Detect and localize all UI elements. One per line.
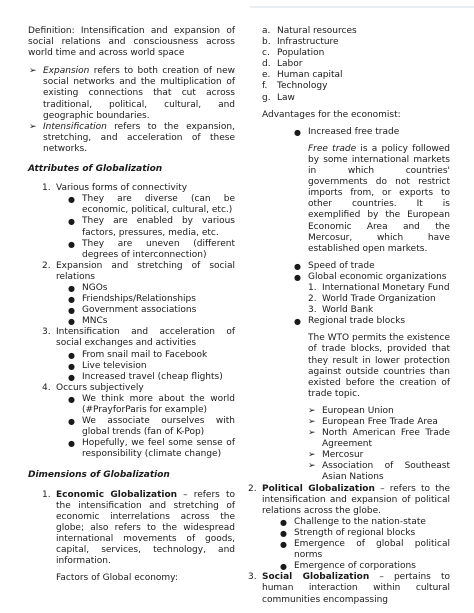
list-item: ● They are diverse (can be economic, political, cultural, etc.) <box>28 194 235 216</box>
list-item: ● Hopefully, we feel some sense of responsibility (climate change) <box>28 438 235 460</box>
list-item: ➢ Association of Southeast Asian Nations <box>262 461 450 483</box>
page-top-edge <box>0 0 474 8</box>
list-item: ➢ European Free Trade Area <box>262 417 450 428</box>
list-number: 3. <box>248 572 257 583</box>
attributes-list <box>28 183 235 460</box>
bullet-icon: ● <box>68 195 75 205</box>
arrow-bullet-icon: ➢ <box>308 405 316 416</box>
list-item: ● We associate ourselves with global trends (fan of K-Pop) <box>28 416 235 438</box>
list-item: ● Emergence of corporations <box>248 561 450 572</box>
wto-paragraph: The WTO permits the existence of trade blocks, provided that they result in lower protection against outside countries than existed before the creation of trade topic. <box>308 333 450 399</box>
bullet-icon: ● <box>294 272 301 282</box>
list-item: ● Regional trade blocks <box>262 316 450 327</box>
list-item: ● Global economic organizations <box>262 272 450 283</box>
right-column <box>248 26 451 606</box>
list-item: 2. World Trade Organization <box>308 294 436 305</box>
list-item: ● Friendships/Relationships <box>28 294 235 305</box>
economic-text: – refers to the intensification and stretching of economic interrelations across the globe; also refers to the widespread international movements of goods, capital, services, technology, and information. <box>56 489 235 567</box>
list-item: ● From snail mail to Facebook <box>28 350 235 361</box>
list-item: a. Natural resources <box>262 26 357 36</box>
left-column <box>28 26 235 584</box>
attributes-heading: Attributes of Globalization <box>28 164 163 175</box>
factors-label: Factors of Global economy: <box>56 573 178 584</box>
bullet-icon: ● <box>68 306 75 316</box>
list-number: 1. <box>42 489 51 500</box>
attribute-item-3 <box>28 327 235 349</box>
attribute-item-4 <box>28 383 235 394</box>
list-item: ● We think more about the world (#PrayforParis for example) <box>28 394 235 416</box>
dimensions-heading: Dimensions of Globalization <box>28 470 170 481</box>
list-number: 3. <box>42 327 51 338</box>
list-item: ● NGOs <box>28 283 235 294</box>
bullet-icon: ● <box>68 361 75 371</box>
bullet-icon: ● <box>68 295 75 305</box>
bullet-icon: ● <box>280 517 287 527</box>
free-trade-definition: Free trade is a policy followed by some international markets in which countries' governments do not restrict imports from, or exports to other countries. It is exemplified by the European Economic Area and the Mercosur, which have established open markets. <box>308 143 450 254</box>
bullet-icon: ● <box>68 417 75 427</box>
list-number: 1. <box>42 183 51 194</box>
attribute-item-1 <box>28 183 235 194</box>
political-text: – refers to the intensification and expansion of political relations across the globe. <box>262 483 451 516</box>
arrow-item-expansion <box>28 66 235 121</box>
bullet-icon: ● <box>68 350 75 360</box>
attribute-text: Various forms of connectivity <box>56 183 188 194</box>
list-item: ● Increased free trade <box>262 127 450 138</box>
attribute-text: Intensification and acceleration of social exchanges and activities <box>56 327 235 349</box>
list-number: 2. <box>248 483 257 494</box>
list-item: 3. World Bank <box>308 305 374 316</box>
list-item: ➢ European Union <box>262 406 450 417</box>
arrow-bullet-icon: ➢ <box>308 417 316 427</box>
list-item: ● They are enabled by various factors, pressures, media, etc. <box>28 216 235 238</box>
social-text: – pertains to human interaction within cultural communities encompassing <box>262 572 450 605</box>
factors-list <box>262 26 450 104</box>
expansion-text: refers to both creation of new social networks and the multiplication of existing connections that cut across traditional, political, cultural, and geographic boundaries. <box>43 66 235 121</box>
attribute-text: Expansion and stretching of social relations <box>56 260 235 282</box>
arrow-bullet-icon: ➢ <box>308 461 316 472</box>
list-item: ➢ Mercosur <box>262 450 450 461</box>
advantages-label: Advantages for the economist: <box>262 109 401 120</box>
bullet-icon: ● <box>68 394 75 404</box>
list-item: b. Infrastructure <box>262 37 339 48</box>
bullet-icon: ● <box>68 217 75 227</box>
arrow-bullet-icon: ➢ <box>308 450 316 461</box>
arrow-bullet-icon: ➢ <box>29 121 37 132</box>
dimension-economic <box>28 490 235 568</box>
term-social: Social Globalization <box>262 572 370 583</box>
list-item: ● Emergence of global political norms <box>248 539 450 561</box>
definition-paragraph: Definition: Intensification and expansion of social relations and consciousness across world time and across world space <box>28 26 235 59</box>
bullet-icon: ● <box>294 127 301 137</box>
arrow-bullet-icon: ➢ <box>308 428 316 439</box>
bullet-icon: ● <box>68 317 75 327</box>
list-item: ● Speed of trade <box>262 261 450 272</box>
attribute-item-2 <box>28 261 235 283</box>
term-expansion: Expansion <box>43 66 90 77</box>
list-item: d. Labor <box>262 59 303 70</box>
list-item: ● Challenge to the nation-state <box>248 517 450 528</box>
list-item: ● Government associations <box>28 305 235 316</box>
term-political: Political Globalization <box>262 483 375 494</box>
bullet-icon: ● <box>68 372 75 382</box>
bullet-icon: ● <box>280 540 287 550</box>
bullet-icon: ● <box>68 239 75 249</box>
arrow-item-intensification <box>28 122 235 155</box>
list-item: ● Strength of regional blocks <box>248 528 450 539</box>
bullet-icon: ● <box>68 439 75 449</box>
bullet-icon: ● <box>280 562 287 572</box>
list-item: ● They are uneven (different degrees of interconnection) <box>28 239 235 261</box>
arrow-bullet-icon: ➢ <box>29 66 37 77</box>
dimension-political <box>248 484 450 517</box>
term-economic: Economic Globalization <box>56 489 178 500</box>
intensification-text: refers to the expansion, stretching, and acceleration of these networks. <box>43 121 235 154</box>
list-number: 4. <box>42 382 51 393</box>
bullet-icon: ● <box>294 261 301 271</box>
list-item: 1. International Monetary Fund <box>308 282 450 293</box>
bullet-icon: ● <box>68 283 75 293</box>
term-intensification: Intensification <box>43 121 107 132</box>
top-divider <box>250 6 474 8</box>
list-number: 2. <box>42 260 51 271</box>
list-item: ➢ North American Free Trade Agreement <box>262 428 450 450</box>
list-item: g. Law <box>262 92 295 103</box>
list-item: e. Human capital <box>262 70 343 81</box>
term-free-trade: Free trade <box>308 143 357 154</box>
dimension-social <box>248 572 450 605</box>
list-item: ● Live television <box>28 361 235 372</box>
bullet-icon: ● <box>294 317 301 327</box>
list-item: ● Increased travel (cheap flights) <box>28 372 235 383</box>
list-item: c. Population <box>262 48 325 59</box>
list-item: ● MNCs <box>28 316 235 327</box>
bullet-icon: ● <box>280 528 287 538</box>
list-item: f. Technology <box>262 81 328 92</box>
attribute-text: Occurs subjectively <box>56 382 144 393</box>
